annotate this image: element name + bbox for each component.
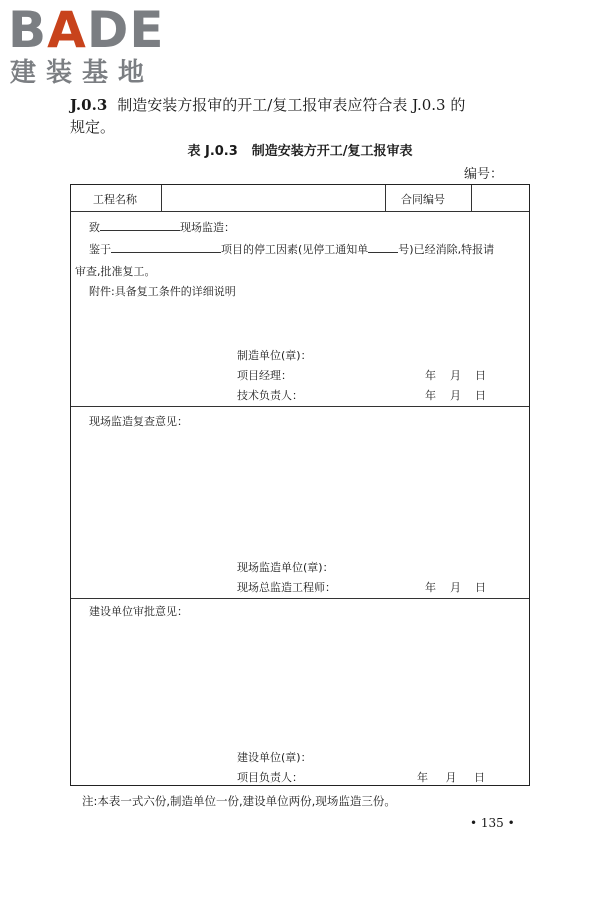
approval-heading: 建设单位审批意见： bbox=[89, 605, 188, 618]
contract-number-field[interactable] bbox=[475, 187, 525, 209]
table-caption-title: 制造安装方开工/复工报审表 bbox=[251, 144, 413, 159]
approval-date: 年 月 日 bbox=[417, 771, 485, 784]
addressee-blank[interactable] bbox=[100, 219, 180, 231]
divider bbox=[71, 406, 529, 407]
contract-number-label: 合同编号 bbox=[401, 193, 445, 206]
project-name-field[interactable] bbox=[165, 187, 381, 209]
tech-date: 年 月 日 bbox=[425, 389, 486, 402]
divider bbox=[471, 185, 472, 211]
project-leader-label: 项目负责人： bbox=[237, 771, 303, 784]
project-blank[interactable] bbox=[111, 241, 221, 253]
statement-line2: 审查,批准复工。 bbox=[75, 265, 156, 278]
divider bbox=[385, 185, 386, 211]
chief-engineer-label: 现场总监造工程师： bbox=[237, 581, 336, 594]
supervision-unit-label: 现场监造单位(章)： bbox=[237, 561, 334, 574]
table-caption-number: 表 J.0.3 bbox=[187, 144, 238, 159]
report-form bbox=[70, 184, 530, 786]
manufacturer-unit-label: 制造单位(章)： bbox=[237, 349, 312, 362]
technical-lead-label: 技术负责人： bbox=[237, 389, 303, 402]
brand-logo: BADE bbox=[8, 1, 165, 59]
clause-text-line2: 规定。 bbox=[70, 118, 116, 136]
divider bbox=[71, 598, 529, 599]
clause-paragraph bbox=[70, 94, 540, 138]
page-number: • 135 • bbox=[470, 816, 515, 830]
project-manager-label: 项目经理： bbox=[237, 369, 292, 382]
attachment-label: 附件:具备复工条件的详细说明 bbox=[89, 285, 236, 298]
divider bbox=[161, 185, 162, 211]
project-name-label: 工程名称 bbox=[93, 193, 137, 206]
review-heading: 现场监造复查意见： bbox=[89, 415, 188, 428]
addressee-line: 致 现场监造： bbox=[89, 221, 235, 234]
review-date: 年 月 日 bbox=[425, 581, 486, 594]
clause-text-line1: 制造安装方报审的开工/复工报审表应符合表 J.0.3 的 bbox=[117, 96, 466, 114]
owner-unit-label: 建设单位(章)： bbox=[237, 751, 312, 764]
notice-number-blank[interactable] bbox=[368, 241, 398, 253]
clause-number: J.0.3 bbox=[70, 96, 108, 114]
pm-date: 年 月 日 bbox=[425, 369, 486, 382]
serial-number-label: 编号： bbox=[464, 167, 504, 182]
divider bbox=[71, 211, 529, 212]
statement-line: 鉴于 项目的停工因素(见停工通知单 号)已经消除,特报请 bbox=[89, 243, 495, 256]
table-caption bbox=[0, 140, 600, 159]
footnote: 注:本表一式六份,制造单位一份,建设单位两份,现场监造三份。 bbox=[82, 794, 396, 808]
brand-logo-subtitle: 建装基地 bbox=[10, 58, 155, 88]
